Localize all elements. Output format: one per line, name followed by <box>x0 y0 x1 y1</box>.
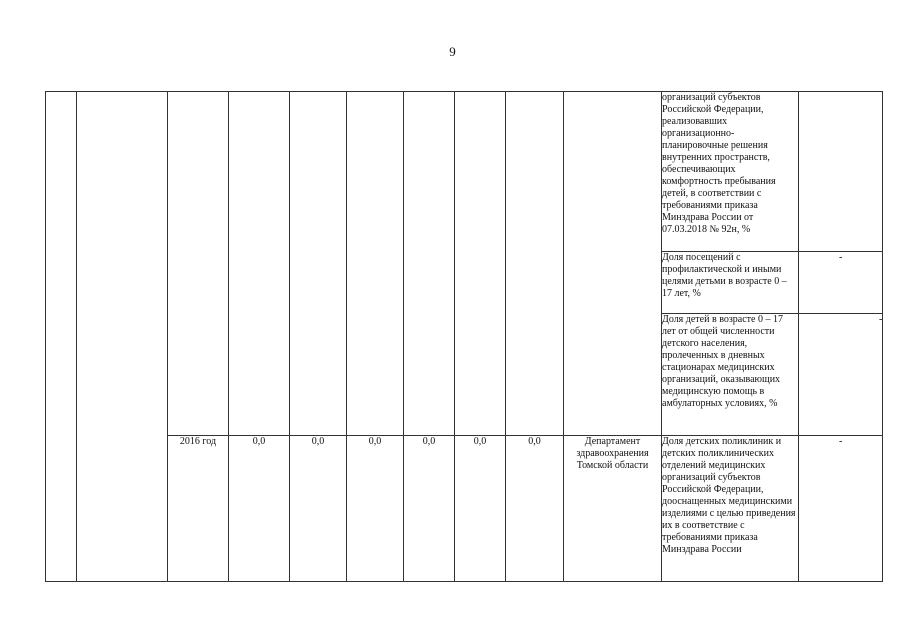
value-cell: 0,0 <box>347 436 404 582</box>
indicator-cell: Доля детских поликлиник и детских поликлинических отделений медицинских организаций субъектов Российской Федерации, дооснащенных медицинскими изделиями с целью приведения их в соответствие с требованиями приказа Минздрава России <box>662 436 799 582</box>
indicator-cell: организаций субъектов Российской Федерации, реализовавших организационно-планировочные решения внутренних пространств, обеспечивающих комфортность пребывания детей, в соответствии с требованиями приказа Минздрава России от 07.03.2018 № 92н, % <box>662 92 799 252</box>
program-table <box>45 91 883 582</box>
value-cell <box>455 92 506 436</box>
executor-cell: Департамент здравоохранения Томской области <box>564 436 662 582</box>
value-cell: 0,0 <box>404 436 455 582</box>
value-cell <box>290 92 347 436</box>
indicator-cell: Доля посещений с профилактической и иными целями детьми в возрасте 0 – 17 лет, % <box>662 252 799 314</box>
executor-cell <box>564 92 662 436</box>
value-cell: 0,0 <box>506 436 564 582</box>
num-cell <box>46 92 77 582</box>
target-cell <box>799 92 883 252</box>
indicator-cell: Доля детей в возрасте 0 – 17 лет от общей численности детского населения, пролеченных в дневных стационарах медицинских организаций, оказывающих медицинскую помощь в амбулаторных условиях, % <box>662 314 799 436</box>
value-cell <box>506 92 564 436</box>
year-cell: 2016 год <box>168 436 229 582</box>
value-cell <box>404 92 455 436</box>
year-cell <box>168 92 229 436</box>
target-cell: - <box>799 314 883 436</box>
target-cell: - <box>799 252 883 314</box>
page-number: 9 <box>449 44 456 59</box>
name-cell <box>77 92 168 582</box>
table-row <box>46 92 883 252</box>
value-cell: 0,0 <box>455 436 506 582</box>
value-cell: 0,0 <box>290 436 347 582</box>
value-cell <box>229 92 290 436</box>
value-cell: 0,0 <box>229 436 290 582</box>
table-row <box>46 436 883 582</box>
target-cell: - <box>799 436 883 582</box>
value-cell <box>347 92 404 436</box>
